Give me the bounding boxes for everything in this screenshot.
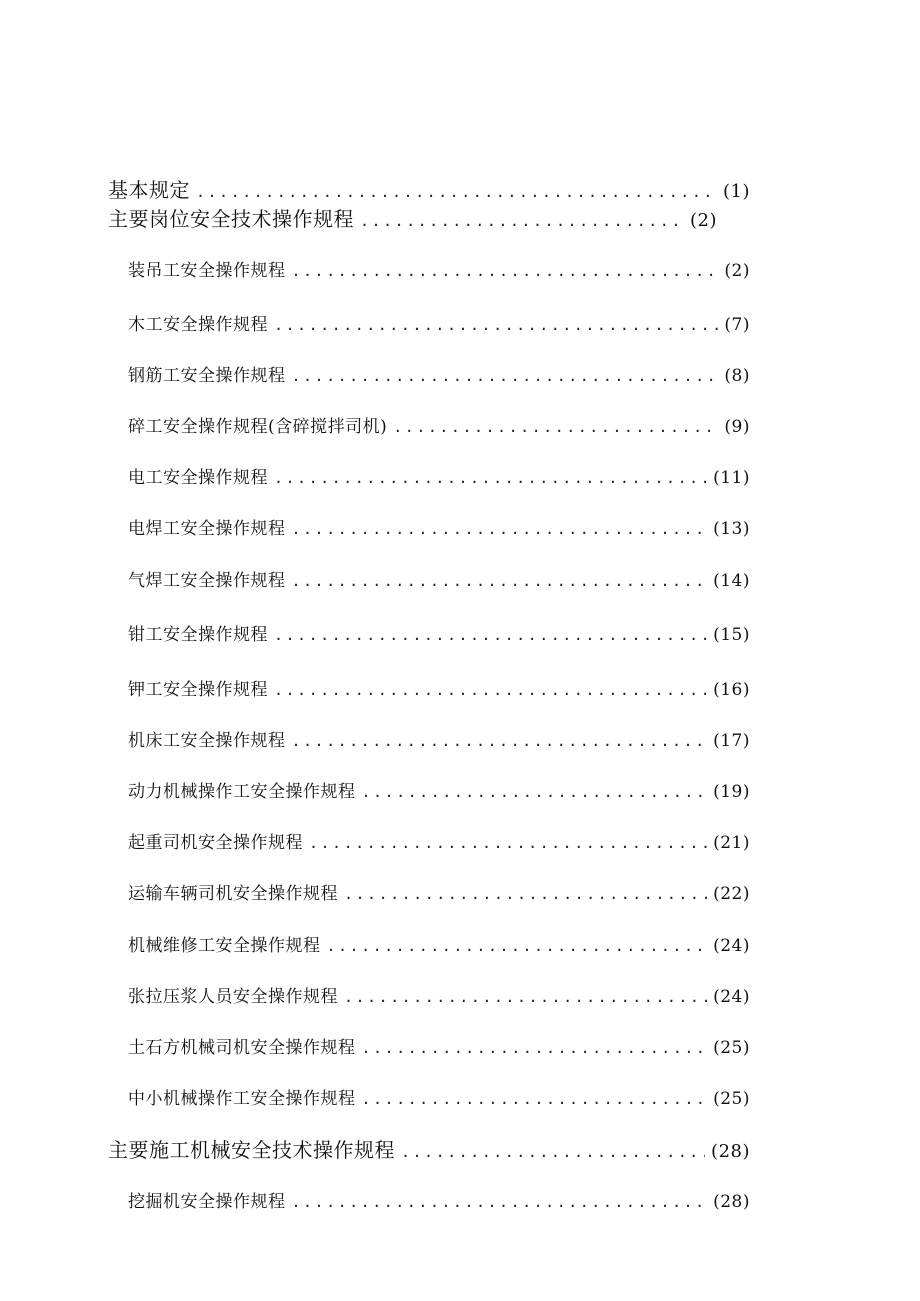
toc-entry-title: 钳工安全操作规程 bbox=[128, 625, 268, 645]
toc-entry-page: (2) bbox=[724, 261, 750, 281]
toc-dot-leader bbox=[292, 572, 708, 590]
toc-entry-page: (25) bbox=[713, 1089, 750, 1109]
toc-entry-page: (19) bbox=[713, 782, 750, 802]
toc-entry[interactable] bbox=[128, 777, 750, 802]
toc-entry-title: 运输车辆司机安全操作规程 bbox=[128, 884, 338, 904]
toc-entry[interactable] bbox=[128, 1033, 750, 1058]
toc-entry-title: 电工安全操作规程 bbox=[128, 468, 268, 488]
toc-entry[interactable] bbox=[128, 463, 750, 488]
toc-entry[interactable] bbox=[128, 514, 750, 539]
toc-entry-title: 主要岗位安全技术操作规程 bbox=[108, 207, 354, 231]
toc-entry[interactable] bbox=[128, 1187, 750, 1212]
toc-entry-page: (22) bbox=[713, 884, 750, 904]
toc-entry-page: (24) bbox=[713, 936, 750, 956]
toc-dot-leader bbox=[344, 988, 707, 1006]
toc-dot-leader bbox=[344, 885, 707, 903]
toc-entry-basic-rules[interactable] bbox=[108, 174, 750, 203]
toc-entry-title: 中小机械操作工安全操作规程 bbox=[128, 1089, 356, 1109]
toc-entry-title: 钾工安全操作规程 bbox=[128, 680, 268, 700]
toc-entry-page: (15) bbox=[713, 625, 750, 645]
toc-entry[interactable] bbox=[128, 879, 750, 904]
toc-entry-title: 动力机械操作工安全操作规程 bbox=[128, 782, 356, 802]
toc-entry-page: (21) bbox=[713, 833, 750, 853]
toc-entry[interactable] bbox=[128, 620, 750, 645]
toc-entry-main-positions[interactable] bbox=[108, 203, 717, 232]
toc-entry-title: 基本规定 bbox=[108, 178, 190, 202]
toc-entry-title: 碎工安全操作规程(含碎搅拌司机) bbox=[128, 417, 388, 437]
toc-entry-title: 挖掘机安全操作规程 bbox=[128, 1192, 286, 1212]
toc-dot-leader bbox=[362, 1090, 708, 1108]
toc-dot-leader bbox=[309, 834, 707, 852]
toc-entry-page: (28) bbox=[711, 1141, 750, 1162]
toc-entry-title: 机床工安全操作规程 bbox=[128, 731, 286, 751]
toc-dot-leader bbox=[292, 262, 719, 280]
toc-dot-leader bbox=[362, 783, 708, 801]
toc-entry[interactable] bbox=[128, 256, 750, 281]
toc-entry[interactable] bbox=[128, 675, 750, 700]
toc-dot-leader bbox=[196, 183, 717, 201]
toc-entry-page: (11) bbox=[713, 468, 750, 488]
toc-entry-page: (16) bbox=[713, 680, 750, 700]
toc-entry-title: 气焊工安全操作规程 bbox=[128, 571, 286, 591]
toc-entry-page: (7) bbox=[724, 315, 750, 335]
toc-entry-page: (2) bbox=[690, 210, 717, 231]
toc-entry[interactable] bbox=[128, 931, 750, 956]
toc-entry-page: (9) bbox=[724, 417, 750, 437]
toc-entry-page: (28) bbox=[713, 1192, 750, 1212]
toc-dot-leader bbox=[292, 732, 708, 750]
toc-dot-leader bbox=[362, 1039, 708, 1057]
toc-entry[interactable] bbox=[128, 828, 750, 853]
toc-dot-leader bbox=[274, 469, 707, 487]
toc-entry[interactable] bbox=[128, 361, 750, 386]
toc-entry-title: 装吊工安全操作规程 bbox=[128, 261, 286, 281]
toc-dot-leader bbox=[327, 937, 708, 955]
toc-dot-leader bbox=[274, 681, 707, 699]
toc-entry-page: (8) bbox=[724, 366, 750, 386]
toc-entry-title: 起重司机安全操作规程 bbox=[128, 833, 303, 853]
toc-entry-title: 机械维修工安全操作规程 bbox=[128, 936, 321, 956]
toc-entry-title: 张拉压浆人员安全操作规程 bbox=[128, 987, 338, 1007]
toc-dot-leader bbox=[274, 316, 718, 334]
toc-entry-title: 木工安全操作规程 bbox=[128, 315, 268, 335]
toc-entry-title: 电焊工安全操作规程 bbox=[128, 519, 286, 539]
toc-entry[interactable] bbox=[128, 982, 750, 1007]
toc-entry-page: (1) bbox=[723, 181, 750, 202]
toc-entry[interactable] bbox=[128, 412, 750, 437]
toc-entry-page: (14) bbox=[713, 571, 750, 591]
toc-dot-leader bbox=[393, 418, 718, 436]
toc-entry[interactable] bbox=[128, 566, 750, 591]
toc-entry-title: 主要施工机械安全技术操作规程 bbox=[108, 1138, 395, 1162]
toc-entry[interactable] bbox=[128, 310, 750, 335]
toc-entry-main-machinery[interactable] bbox=[108, 1134, 750, 1163]
toc-dot-leader bbox=[292, 367, 719, 385]
toc-dot-leader bbox=[360, 212, 684, 230]
toc-entry-page: (17) bbox=[713, 731, 750, 751]
toc-entry[interactable] bbox=[128, 726, 750, 751]
toc-dot-leader bbox=[292, 520, 708, 538]
toc-entry-page: (13) bbox=[713, 519, 750, 539]
toc-dot-leader bbox=[401, 1143, 705, 1161]
toc-entry[interactable] bbox=[128, 1084, 750, 1109]
toc-entry-title: 土石方机械司机安全操作规程 bbox=[128, 1038, 356, 1058]
toc-entry-title: 钢筋工安全操作规程 bbox=[128, 366, 286, 386]
toc-dot-leader bbox=[292, 1193, 708, 1211]
toc-dot-leader bbox=[274, 626, 707, 644]
toc-entry-page: (25) bbox=[713, 1038, 750, 1058]
toc-entry-page: (24) bbox=[713, 987, 750, 1007]
